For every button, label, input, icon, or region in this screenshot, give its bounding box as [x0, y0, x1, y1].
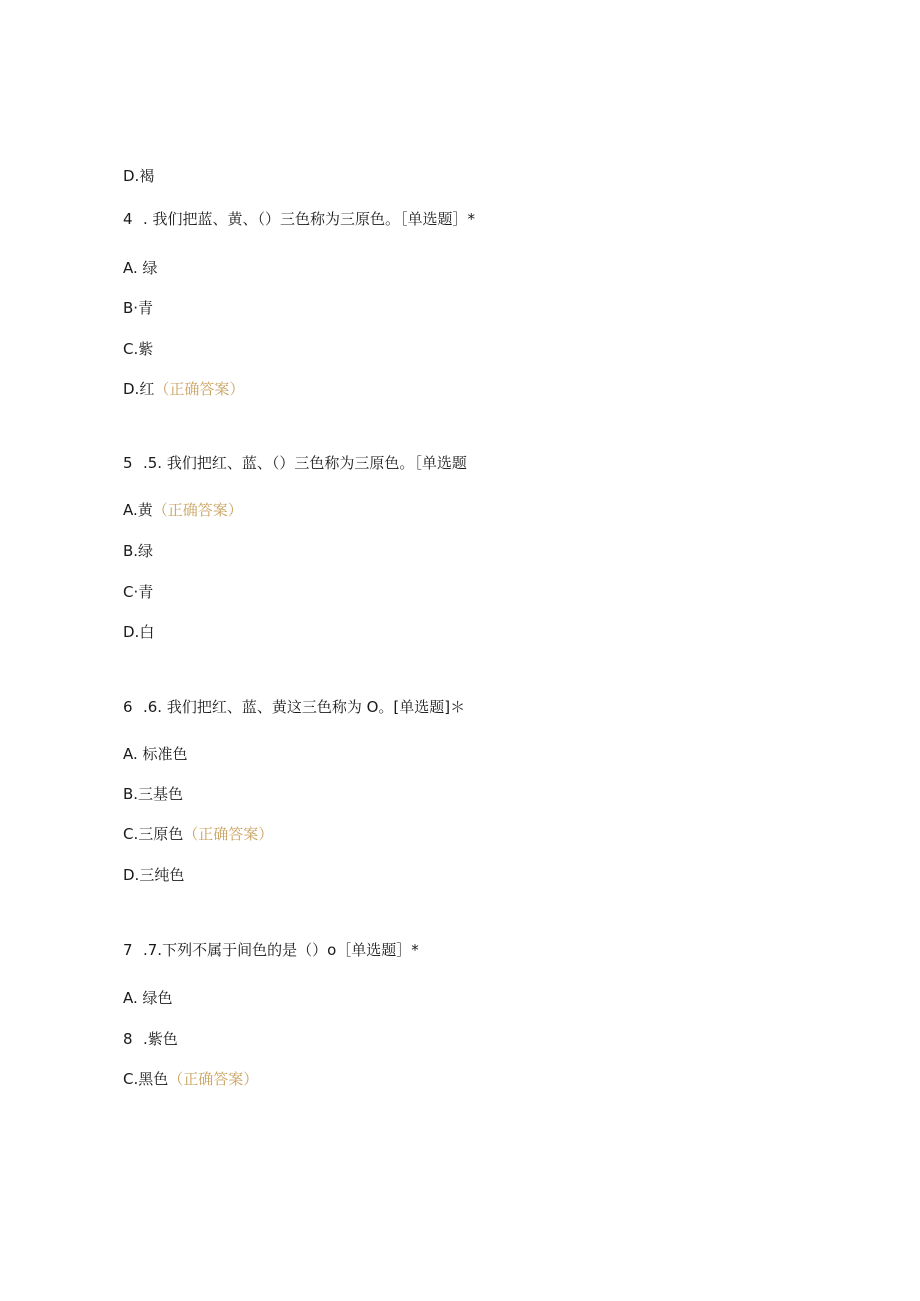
option-text: A. 标准色	[123, 745, 188, 763]
question-text: .7.下列不属于间色的是（）o［单选题］*	[143, 941, 419, 959]
question-number: 4	[123, 210, 133, 228]
option-text: B.三基色	[123, 785, 184, 803]
question-5	[123, 453, 467, 473]
correct-answer-tag: （正确答案）	[168, 1070, 259, 1088]
option-4b	[123, 298, 153, 318]
correct-answer-tag: （正确答案）	[154, 380, 245, 398]
option-5c	[123, 582, 153, 602]
option-6b	[123, 784, 183, 804]
option-4d-answer	[123, 379, 244, 399]
correct-answer-tag: （正确答案）	[152, 501, 243, 519]
option-5d	[123, 622, 154, 642]
question-number: 5	[123, 454, 133, 472]
option-text: C·青	[123, 583, 154, 601]
option-text: D.褐	[123, 167, 155, 185]
option-6c	[123, 824, 273, 844]
option-text: A.黄	[123, 501, 153, 519]
question-number: 6	[123, 698, 133, 716]
question-number: 7	[123, 941, 133, 959]
question-text: . 我们把蓝、黄、（）三色称为三原色。［单选题］*	[143, 210, 476, 228]
option-text: D.白	[123, 623, 155, 641]
question-text: .5. 我们把红、蓝、（）三色称为三原色。［单选题	[143, 454, 467, 472]
option-text: .紫色	[143, 1030, 178, 1048]
option-text: B·青	[123, 299, 154, 317]
correct-answer-tag: （正确答案）	[183, 825, 274, 843]
question-6	[123, 697, 465, 717]
option-5b	[123, 541, 153, 561]
option-4d	[123, 166, 154, 186]
option-6a	[123, 744, 188, 764]
question-4	[123, 209, 475, 229]
option-7b	[123, 1029, 178, 1049]
option-6d	[123, 865, 184, 885]
option-text: B.绿	[123, 542, 154, 560]
option-7c	[123, 1069, 258, 1089]
option-text: D.三纯色	[123, 866, 185, 884]
question-number: 8	[123, 1030, 133, 1048]
option-text: C.黑色	[123, 1070, 169, 1088]
option-text: A. 绿	[123, 259, 158, 277]
option-4c	[123, 339, 153, 359]
option-text: D.红	[123, 380, 155, 398]
option-7a	[123, 988, 173, 1008]
option-text: A. 绿色	[123, 989, 173, 1007]
option-4a	[123, 258, 158, 278]
question-text: .6. 我们把红、蓝、黄这三色称为 O。[单选题]＊	[143, 698, 466, 716]
option-5a	[123, 500, 243, 520]
option-text: C.三原色	[123, 825, 184, 843]
question-7	[123, 940, 419, 960]
option-text: C.紫	[123, 340, 154, 358]
